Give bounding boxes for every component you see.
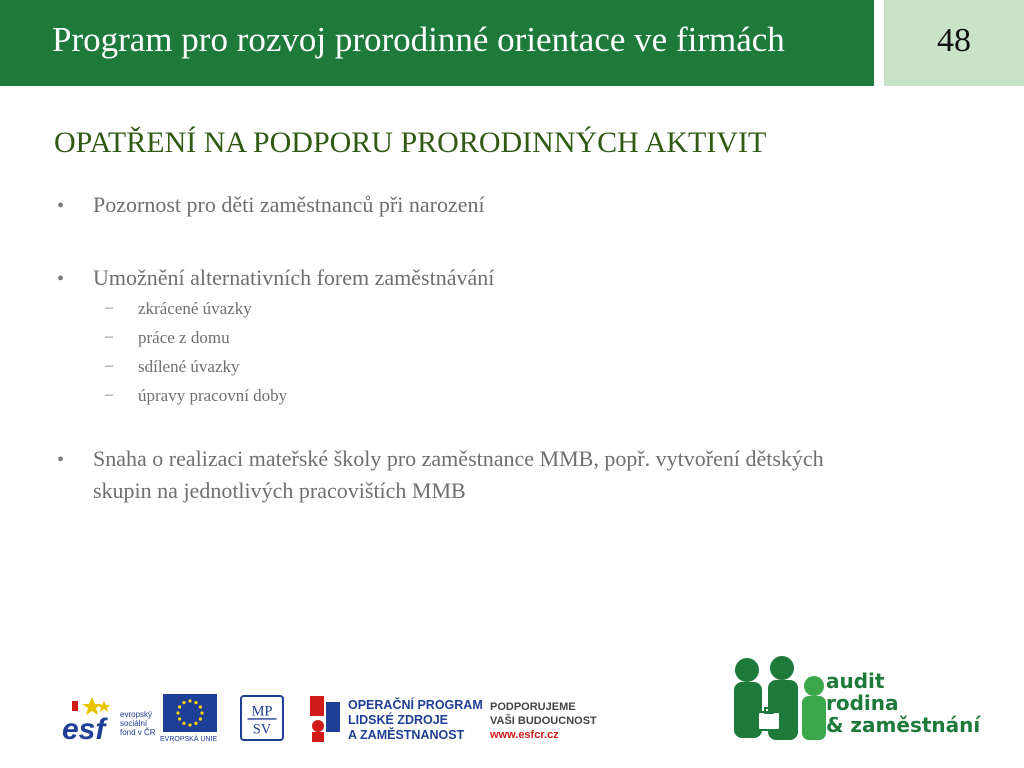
esf-logo xyxy=(62,695,122,743)
eu-flag-icon xyxy=(163,694,217,732)
sub-bullet-marker: – xyxy=(105,386,113,403)
mpsv-logo xyxy=(240,695,284,741)
bullet-item-line1: Snaha o realizaci mateřské školy pro zaměstnance MMB, popř. vytvoření dětských xyxy=(93,446,824,471)
svg-text:esf: esf xyxy=(62,713,106,743)
bullet-item: Pozornost pro děti zaměstnanců při narození xyxy=(93,192,485,217)
bullet-marker: • xyxy=(57,449,65,471)
bullet-item: Umožnění alternativních forem zaměstnávání xyxy=(93,265,495,290)
esf-small-text: evropský sociální fond v ČR xyxy=(120,710,156,737)
page-number-box xyxy=(884,0,1024,86)
support-slogan: PODPORUJEME VAŠI BUDOUCNOST www.esfcr.cz xyxy=(490,701,597,741)
op-program-name: OPERAČNÍ PROGRAM LIDSKÉ ZDROJE A ZAMĚSTNANOST xyxy=(348,698,483,742)
slide-header-bar xyxy=(0,0,874,86)
svg-text:MP: MP xyxy=(251,703,273,720)
support-url: www.esfcr.cz xyxy=(490,729,559,741)
sub-bullet-item: zkrácené úvazky xyxy=(138,299,252,318)
op-lzz-icon xyxy=(310,696,340,742)
sub-bullet-item: sdílené úvazky xyxy=(138,357,240,376)
presentation-title: Program pro rozvoj prorodinné orientace ve firmách xyxy=(52,20,785,59)
bullet-item-line2: skupin na jednotlivých pracovištích MMB xyxy=(93,478,466,503)
eu-label: EVROPSKÁ UNIE xyxy=(160,736,218,743)
sub-bullet-item: úpravy pracovní doby xyxy=(138,386,288,405)
bullet-marker: • xyxy=(57,268,65,290)
svg-text:SV: SV xyxy=(252,721,272,738)
sub-bullet-marker: – xyxy=(105,299,113,316)
sub-bullet-item: práce z domu xyxy=(138,328,230,347)
bullet-marker: • xyxy=(57,195,65,217)
footer-logos xyxy=(0,650,1024,768)
audit-family-logo-icon xyxy=(732,656,827,742)
slide-heading: OPATŘENÍ NA PODPORU PRORODINNÝCH AKTIVIT xyxy=(54,126,767,159)
page-number: 48 xyxy=(937,22,971,59)
sub-bullet-marker: – xyxy=(105,357,113,374)
audit-logo-text: audit rodina & zaměstnání xyxy=(826,669,981,737)
sub-bullet-marker: – xyxy=(105,328,113,345)
